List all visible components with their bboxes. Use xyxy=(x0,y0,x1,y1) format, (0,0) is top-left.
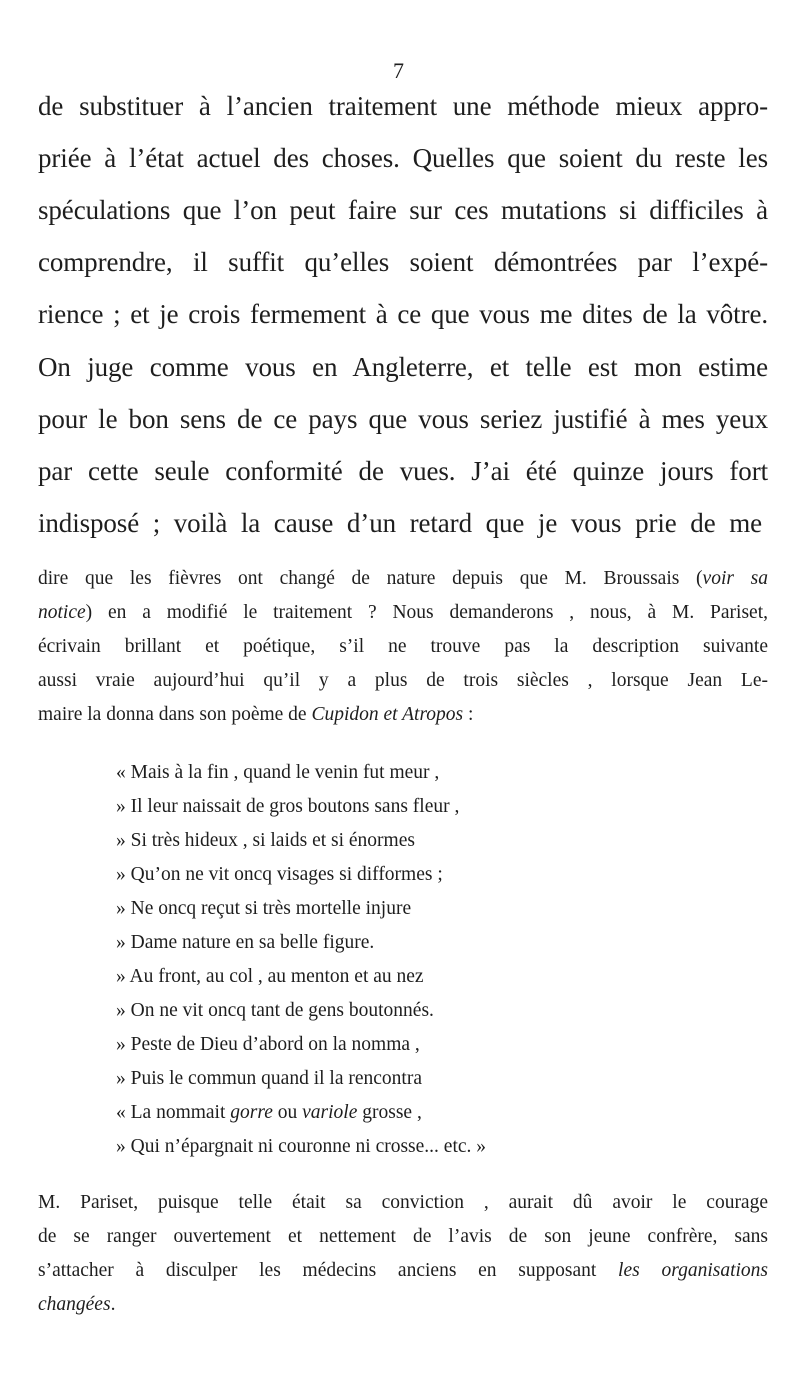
main-text-line-8: par cette seule conformité de vues. J’ai été quinze jours fort xyxy=(38,456,768,486)
poem-line-8: » On ne vit oncq tant de gens boutonnés. xyxy=(116,1000,434,1021)
note-line-3: écrivain brillant et poétique, s’il ne trouve pas la description suivante xyxy=(38,636,768,657)
main-text-line-2: priée à l’état actuel des choses. Quelles que soient du reste les xyxy=(38,143,768,173)
main-text-line-6: On juge comme vous en Angleterre, et telle est mon estime xyxy=(38,352,768,382)
closing-line-3 xyxy=(38,1258,768,1284)
poem-text: grosse , xyxy=(357,1102,422,1123)
poem-title: Cupidon et Atropos xyxy=(311,704,464,725)
poem-text: « La nommait xyxy=(116,1102,231,1123)
poem-line-11 xyxy=(116,1100,422,1126)
note-line-5 xyxy=(38,702,473,728)
main-text-line-5: rience ; et je crois fermement à ce que vous me dites de la vôtre. xyxy=(38,299,768,329)
page-number: 7 xyxy=(393,58,404,83)
poem-line-12: » Qui n’épargnait ni couronne ni crosse... etc. » xyxy=(116,1136,487,1157)
closing-italic-text: changées xyxy=(38,1294,111,1315)
note-text: ) en a modifié le traitement ? Nous demanderons , nous, à M. Pariset, xyxy=(85,602,768,623)
main-text-line-4: comprendre, il suffit qu’elles soient démontrées par l’expé- xyxy=(38,247,768,277)
poem-line-4: » Qu’on ne vit oncq visages si difformes ; xyxy=(116,864,443,885)
poem-line-2: » Il leur naissait de gros boutons sans fleur , xyxy=(116,796,460,817)
note-italic-text: notice xyxy=(38,602,86,623)
poem-text: ou xyxy=(272,1102,303,1123)
note-line-1 xyxy=(38,566,768,592)
poem-italic-word: variole xyxy=(302,1102,358,1123)
poem-line-1: « Mais à la fin , quand le venin fut meur , xyxy=(116,762,440,783)
note-text: : xyxy=(463,704,474,725)
closing-line-4 xyxy=(38,1292,115,1318)
poem-italic-word: gorre xyxy=(230,1102,273,1123)
poem-line-3: » Si très hideux , si laids et si énormes xyxy=(116,830,415,851)
main-text-line-1: de substituer à l’ancien traitement une méthode mieux appro- xyxy=(38,91,768,121)
closing-text: . xyxy=(110,1294,116,1315)
closing-line-1: M. Pariset, puisque telle était sa conviction , aurait dû avoir le courage xyxy=(38,1192,768,1213)
closing-line-2: de se ranger ouvertement et nettement de l’avis de son jeune confrère, sans xyxy=(38,1226,768,1247)
poem-line-6: » Dame nature en sa belle figure. xyxy=(116,932,375,953)
poem-line-7: » Au front, au col , au menton et au nez xyxy=(116,966,424,987)
poem-line-5: » Ne oncq reçut si très mortelle injure xyxy=(116,898,412,919)
main-text-line-3: spéculations que l’on peut faire sur ces mutations si difficiles à xyxy=(38,195,768,225)
poem-line-10: » Puis le commun quand il la rencontra xyxy=(116,1068,422,1089)
note-text: maire la donna dans son poème de xyxy=(38,704,312,725)
closing-italic-text: les organisations xyxy=(618,1260,768,1281)
main-text-line-7: pour le bon sens de ce pays que vous seriez justifié à mes yeux xyxy=(38,404,768,434)
note-line-4: aussi vraie aujourd’hui qu’il y a plus de trois siècles , lorsque Jean Le- xyxy=(38,670,768,691)
note-italic-text: voir sa xyxy=(702,568,769,589)
note-text: dire que les fièvres ont changé de nature depuis que M. Broussais ( xyxy=(38,568,703,589)
main-text-line-9: indisposé ; voilà la cause d’un retard que je vous prie de me xyxy=(38,508,762,538)
closing-text: s’attacher à disculper les médecins anciens en supposant xyxy=(38,1260,619,1281)
note-line-2 xyxy=(38,600,768,626)
poem-line-9: » Peste de Dieu d’abord on la nomma , xyxy=(116,1034,420,1055)
